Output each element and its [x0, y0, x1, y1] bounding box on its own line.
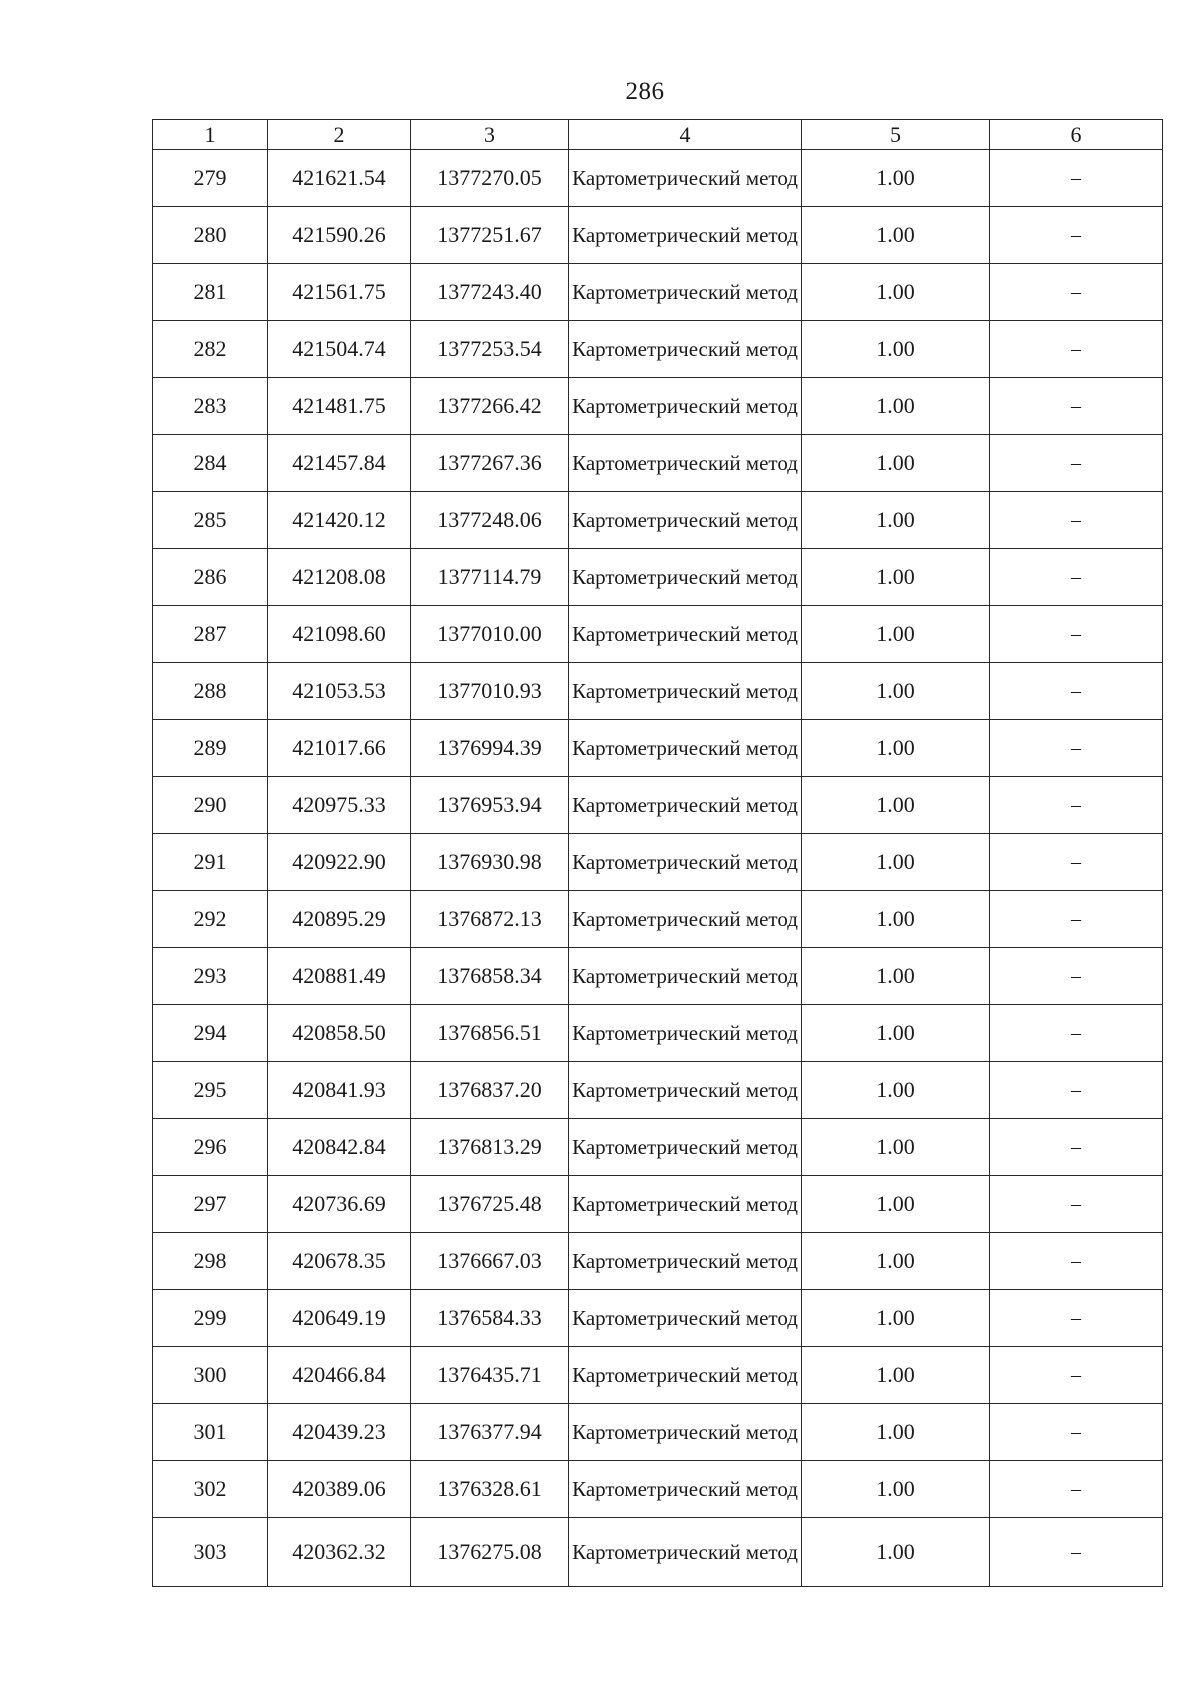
x-coordinate-cell: 420389.06 — [268, 1461, 411, 1518]
point-number-cell: 285 — [153, 492, 268, 549]
x-coordinate-cell: 420736.69 — [268, 1176, 411, 1233]
point-number-cell: 281 — [153, 264, 268, 321]
page-number: 286 — [625, 78, 665, 105]
x-coordinate-cell: 420362.32 — [268, 1518, 411, 1587]
accuracy-cell: 1.00 — [802, 663, 990, 720]
description-cell: – — [990, 264, 1163, 321]
table-row — [153, 1518, 1163, 1587]
y-coordinate-cell: 1377267.36 — [411, 435, 569, 492]
method-cell: Картометрический метод — [569, 834, 802, 891]
point-number-cell: 284 — [153, 435, 268, 492]
description-cell: – — [990, 1347, 1163, 1404]
y-coordinate-cell: 1377266.42 — [411, 378, 569, 435]
table-row — [153, 1005, 1163, 1062]
description-cell: – — [990, 720, 1163, 777]
accuracy-cell: 1.00 — [802, 549, 990, 606]
accuracy-cell: 1.00 — [802, 1176, 990, 1233]
accuracy-cell: 1.00 — [802, 150, 990, 207]
method-cell: Картометрический метод — [569, 606, 802, 663]
table-row — [153, 549, 1163, 606]
accuracy-cell: 1.00 — [802, 492, 990, 549]
point-number-cell: 294 — [153, 1005, 268, 1062]
table-row — [153, 834, 1163, 891]
column-header-3: 3 — [411, 120, 569, 150]
description-cell: – — [990, 891, 1163, 948]
x-coordinate-cell: 421504.74 — [268, 321, 411, 378]
table-row — [153, 663, 1163, 720]
point-number-cell: 292 — [153, 891, 268, 948]
method-cell: Картометрический метод — [569, 321, 802, 378]
accuracy-cell: 1.00 — [802, 720, 990, 777]
y-coordinate-cell: 1377010.00 — [411, 606, 569, 663]
accuracy-cell: 1.00 — [802, 264, 990, 321]
point-number-cell: 288 — [153, 663, 268, 720]
description-cell: – — [990, 1461, 1163, 1518]
x-coordinate-cell: 420841.93 — [268, 1062, 411, 1119]
method-cell: Картометрический метод — [569, 948, 802, 1005]
x-coordinate-cell: 421621.54 — [268, 150, 411, 207]
table-row — [153, 948, 1163, 1005]
accuracy-cell: 1.00 — [802, 378, 990, 435]
method-cell: Картометрический метод — [569, 663, 802, 720]
table-row — [153, 1062, 1163, 1119]
description-cell: – — [990, 378, 1163, 435]
column-header-2: 2 — [268, 120, 411, 150]
y-coordinate-cell: 1376813.29 — [411, 1119, 569, 1176]
description-cell: – — [990, 1233, 1163, 1290]
y-coordinate-cell: 1376856.51 — [411, 1005, 569, 1062]
y-coordinate-cell: 1376584.33 — [411, 1290, 569, 1347]
description-cell: – — [990, 549, 1163, 606]
description-cell: – — [990, 948, 1163, 1005]
method-cell: Картометрический метод — [569, 1176, 802, 1233]
table-row — [153, 1119, 1163, 1176]
method-cell: Картометрический метод — [569, 207, 802, 264]
x-coordinate-cell: 420922.90 — [268, 834, 411, 891]
method-cell: Картометрический метод — [569, 150, 802, 207]
x-coordinate-cell: 420678.35 — [268, 1233, 411, 1290]
point-number-cell: 289 — [153, 720, 268, 777]
point-number-cell: 302 — [153, 1461, 268, 1518]
y-coordinate-cell: 1377270.05 — [411, 150, 569, 207]
y-coordinate-cell: 1377114.79 — [411, 549, 569, 606]
point-number-cell: 301 — [153, 1404, 268, 1461]
point-number-cell: 296 — [153, 1119, 268, 1176]
method-cell: Картометрический метод — [569, 378, 802, 435]
description-cell: – — [990, 606, 1163, 663]
point-number-cell: 279 — [153, 150, 268, 207]
point-number-cell: 298 — [153, 1233, 268, 1290]
description-cell: – — [990, 1062, 1163, 1119]
table-body — [153, 150, 1163, 1587]
x-coordinate-cell: 421053.53 — [268, 663, 411, 720]
column-header-1: 1 — [153, 120, 268, 150]
x-coordinate-cell: 420466.84 — [268, 1347, 411, 1404]
x-coordinate-cell: 421590.26 — [268, 207, 411, 264]
description-cell: – — [990, 1404, 1163, 1461]
column-header-6: 6 — [990, 120, 1163, 150]
table-row — [153, 720, 1163, 777]
table-row — [153, 321, 1163, 378]
column-header-4: 4 — [569, 120, 802, 150]
y-coordinate-cell: 1376725.48 — [411, 1176, 569, 1233]
accuracy-cell: 1.00 — [802, 1062, 990, 1119]
y-coordinate-cell: 1376667.03 — [411, 1233, 569, 1290]
method-cell: Картометрический метод — [569, 720, 802, 777]
method-cell: Картометрический метод — [569, 264, 802, 321]
x-coordinate-cell: 420649.19 — [268, 1290, 411, 1347]
description-cell: – — [990, 1176, 1163, 1233]
description-cell: – — [990, 1518, 1163, 1587]
table-row — [153, 378, 1163, 435]
table-row — [153, 777, 1163, 834]
point-number-cell: 293 — [153, 948, 268, 1005]
x-coordinate-cell: 421457.84 — [268, 435, 411, 492]
accuracy-cell: 1.00 — [802, 435, 990, 492]
point-number-cell: 299 — [153, 1290, 268, 1347]
x-coordinate-cell: 421098.60 — [268, 606, 411, 663]
accuracy-cell: 1.00 — [802, 891, 990, 948]
y-coordinate-cell: 1377248.06 — [411, 492, 569, 549]
method-cell: Картометрический метод — [569, 435, 802, 492]
accuracy-cell: 1.00 — [802, 1347, 990, 1404]
table-row — [153, 1233, 1163, 1290]
accuracy-cell: 1.00 — [802, 321, 990, 378]
x-coordinate-cell: 420881.49 — [268, 948, 411, 1005]
table-header-row — [153, 120, 1163, 150]
description-cell: – — [990, 1005, 1163, 1062]
description-cell: – — [990, 663, 1163, 720]
y-coordinate-cell: 1376328.61 — [411, 1461, 569, 1518]
y-coordinate-cell: 1376930.98 — [411, 834, 569, 891]
point-number-cell: 300 — [153, 1347, 268, 1404]
x-coordinate-cell: 420842.84 — [268, 1119, 411, 1176]
table-row — [153, 1290, 1163, 1347]
accuracy-cell: 1.00 — [802, 1005, 990, 1062]
coordinates-table — [152, 119, 1163, 1587]
method-cell: Картометрический метод — [569, 549, 802, 606]
table-row — [153, 891, 1163, 948]
point-number-cell: 283 — [153, 378, 268, 435]
table-row — [153, 435, 1163, 492]
accuracy-cell: 1.00 — [802, 834, 990, 891]
method-cell: Картометрический метод — [569, 1518, 802, 1587]
x-coordinate-cell: 420975.33 — [268, 777, 411, 834]
accuracy-cell: 1.00 — [802, 207, 990, 264]
y-coordinate-cell: 1377010.93 — [411, 663, 569, 720]
x-coordinate-cell: 421561.75 — [268, 264, 411, 321]
table-row — [153, 1404, 1163, 1461]
point-number-cell: 297 — [153, 1176, 268, 1233]
description-cell: – — [990, 834, 1163, 891]
point-number-cell: 290 — [153, 777, 268, 834]
method-cell: Картометрический метод — [569, 1005, 802, 1062]
table-row — [153, 150, 1163, 207]
method-cell: Картометрический метод — [569, 1119, 802, 1176]
table-row — [153, 207, 1163, 264]
table-row — [153, 1176, 1163, 1233]
table-row — [153, 264, 1163, 321]
accuracy-cell: 1.00 — [802, 1404, 990, 1461]
table-row — [153, 606, 1163, 663]
point-number-cell: 295 — [153, 1062, 268, 1119]
y-coordinate-cell: 1376994.39 — [411, 720, 569, 777]
method-cell: Картометрический метод — [569, 1404, 802, 1461]
method-cell: Картометрический метод — [569, 1290, 802, 1347]
point-number-cell: 286 — [153, 549, 268, 606]
description-cell: – — [990, 1290, 1163, 1347]
x-coordinate-cell: 421017.66 — [268, 720, 411, 777]
point-number-cell: 303 — [153, 1518, 268, 1587]
x-coordinate-cell: 420858.50 — [268, 1005, 411, 1062]
point-number-cell: 282 — [153, 321, 268, 378]
method-cell: Картометрический метод — [569, 492, 802, 549]
method-cell: Картометрический метод — [569, 1233, 802, 1290]
y-coordinate-cell: 1376837.20 — [411, 1062, 569, 1119]
x-coordinate-cell: 421420.12 — [268, 492, 411, 549]
y-coordinate-cell: 1376377.94 — [411, 1404, 569, 1461]
y-coordinate-cell: 1376275.08 — [411, 1518, 569, 1587]
description-cell: – — [990, 321, 1163, 378]
accuracy-cell: 1.00 — [802, 948, 990, 1005]
method-cell: Картометрический метод — [569, 1461, 802, 1518]
description-cell: – — [990, 1119, 1163, 1176]
y-coordinate-cell: 1377243.40 — [411, 264, 569, 321]
method-cell: Картометрический метод — [569, 1347, 802, 1404]
accuracy-cell: 1.00 — [802, 1233, 990, 1290]
accuracy-cell: 1.00 — [802, 1461, 990, 1518]
description-cell: – — [990, 435, 1163, 492]
x-coordinate-cell: 421208.08 — [268, 549, 411, 606]
point-number-cell: 291 — [153, 834, 268, 891]
method-cell: Картометрический метод — [569, 777, 802, 834]
y-coordinate-cell: 1376953.94 — [411, 777, 569, 834]
y-coordinate-cell: 1376858.34 — [411, 948, 569, 1005]
accuracy-cell: 1.00 — [802, 777, 990, 834]
x-coordinate-cell: 421481.75 — [268, 378, 411, 435]
column-header-5: 5 — [802, 120, 990, 150]
method-cell: Картометрический метод — [569, 891, 802, 948]
point-number-cell: 280 — [153, 207, 268, 264]
description-cell: – — [990, 207, 1163, 264]
method-cell: Картометрический метод — [569, 1062, 802, 1119]
point-number-cell: 287 — [153, 606, 268, 663]
description-cell: – — [990, 777, 1163, 834]
accuracy-cell: 1.00 — [802, 1290, 990, 1347]
y-coordinate-cell: 1377251.67 — [411, 207, 569, 264]
description-cell: – — [990, 492, 1163, 549]
description-cell: – — [990, 150, 1163, 207]
accuracy-cell: 1.00 — [802, 1518, 990, 1587]
accuracy-cell: 1.00 — [802, 1119, 990, 1176]
table-row — [153, 492, 1163, 549]
accuracy-cell: 1.00 — [802, 606, 990, 663]
y-coordinate-cell: 1377253.54 — [411, 321, 569, 378]
table-row — [153, 1461, 1163, 1518]
y-coordinate-cell: 1376435.71 — [411, 1347, 569, 1404]
table-row — [153, 1347, 1163, 1404]
y-coordinate-cell: 1376872.13 — [411, 891, 569, 948]
x-coordinate-cell: 420439.23 — [268, 1404, 411, 1461]
x-coordinate-cell: 420895.29 — [268, 891, 411, 948]
